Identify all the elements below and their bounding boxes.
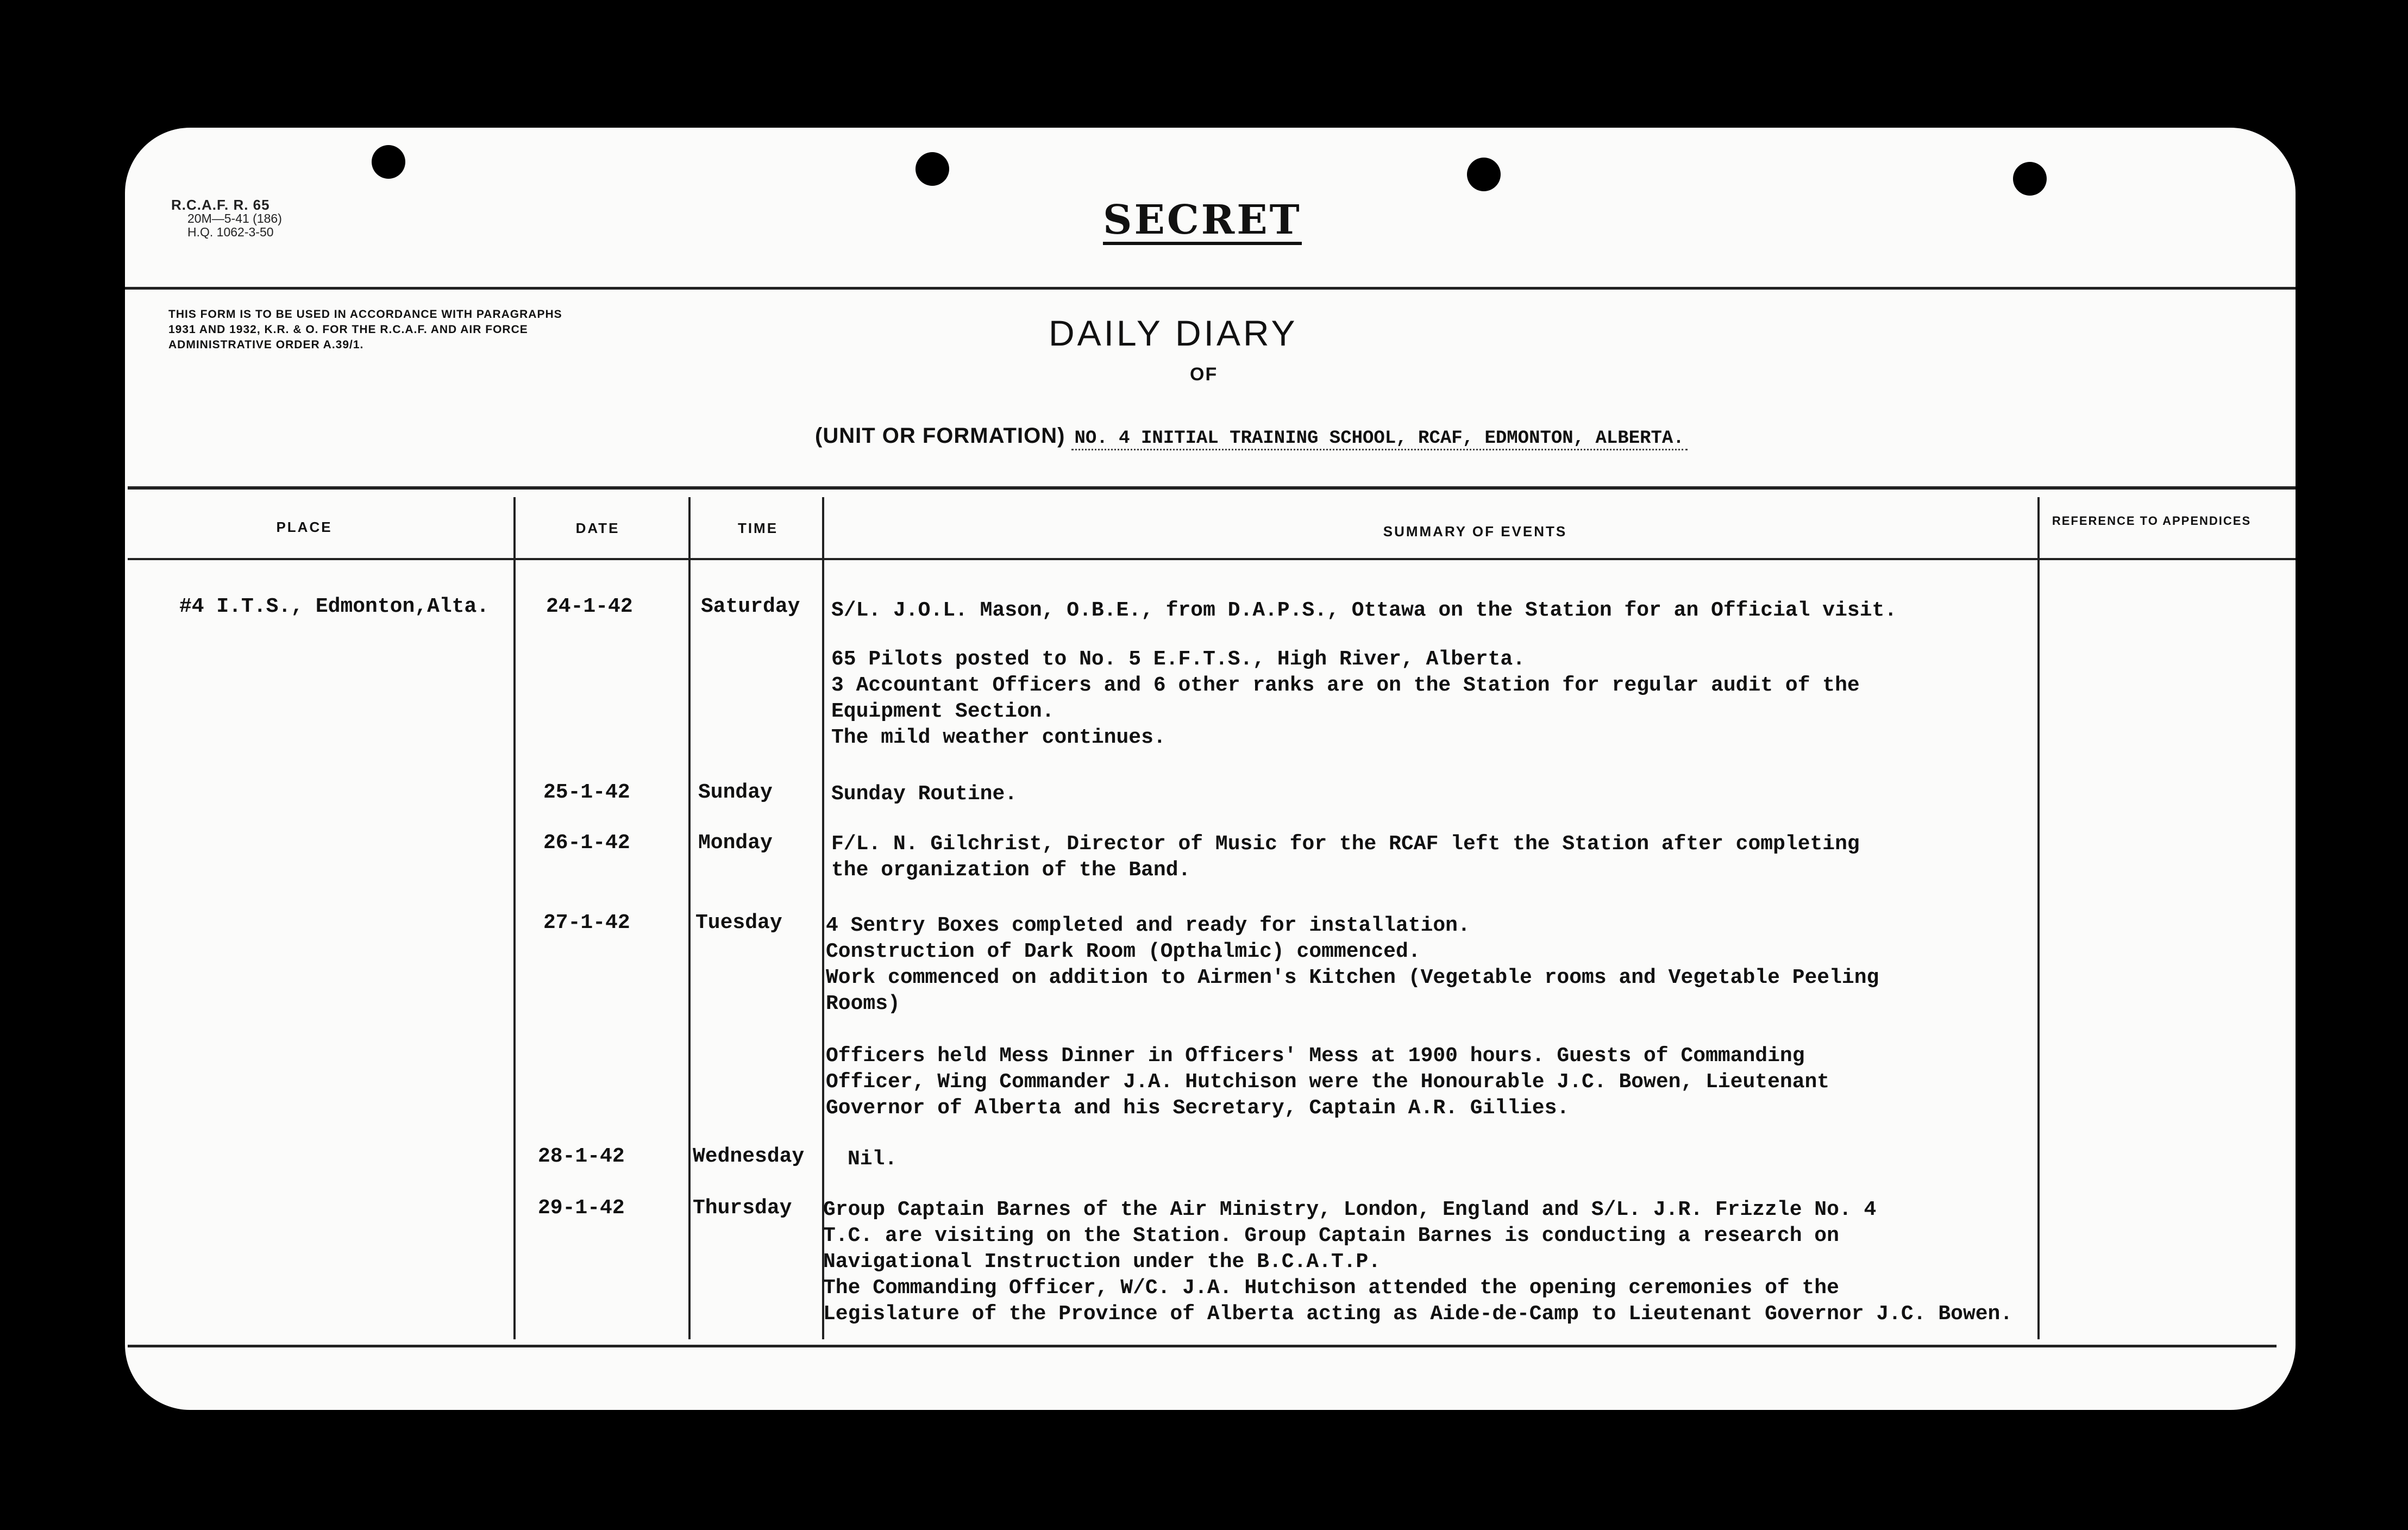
table-bottom-rule: [128, 1345, 2277, 1347]
entry-summary: Nil.: [848, 1148, 898, 1171]
table-header-rule: [128, 558, 2296, 560]
entry-date: 29-1-42: [538, 1196, 625, 1220]
entry-date: 28-1-42: [538, 1145, 625, 1168]
column-header-date: DATE: [575, 520, 620, 536]
column-header-place: PLACE: [276, 519, 333, 535]
column-header-reference: REFERENCE TO APPENDICES: [2052, 514, 2252, 528]
divider-place-date: [513, 497, 516, 1339]
entry-time: Wednesday: [693, 1145, 805, 1168]
column-header-time: TIME: [737, 520, 779, 536]
classification-heading: SECRET: [1103, 198, 1302, 245]
entry-time: Monday: [698, 831, 773, 855]
entry-date: 27-1-42: [543, 911, 630, 935]
entry-time: Tuesday: [695, 911, 782, 935]
entry-summary: F/L. N. Gilchrist, Director of Music for the RCAF left the Station after completing the organization of the Band.: [831, 832, 1860, 882]
divider-summary-reference: [2037, 497, 2040, 1339]
entry-date: 25-1-42: [543, 781, 630, 804]
unit-value: NO. 4 INITIAL TRAINING SCHOOL, RCAF, EDMONTON, ALBERTA.: [1071, 428, 1688, 450]
column-header-summary: SUMMARY OF EVENTS: [1383, 523, 1567, 540]
entry-summary: S/L. J.O.L. Mason, O.B.E., from D.A.P.S., Ottawa on the Station for an Official visit.: [831, 599, 1897, 622]
form-code-block: [171, 198, 282, 239]
punch-hole-4: [2013, 162, 2047, 196]
punch-hole-3: [1467, 158, 1501, 191]
header-rule: [125, 287, 2296, 290]
divider-date-time: [688, 497, 691, 1339]
punch-hole-1: [372, 145, 405, 179]
table-top-rule: [128, 486, 2296, 490]
punch-hole-2: [915, 152, 949, 186]
form-instructions: THIS FORM IS TO BE USED IN ACCORDANCE WITH PARAGRAPHS 1931 AND 1932, K.R. & O. FOR THE R.C.A.F. AND AIR FORCE ADMINISTRATIVE ORDER A.39/1.: [168, 308, 562, 351]
diary-title-of: OF: [1190, 364, 1218, 385]
entry-summary: 65 Pilots posted to No. 5 E.F.T.S., High River, Alberta. 3 Accountant Officers and 6 other ranks are on the Station for regular audit of the Equipment Section. The mild weather continues.: [831, 648, 1860, 749]
diary-form-card: [125, 128, 2296, 1410]
entry-summary: Group Captain Barnes of the Air Ministry, London, England and S/L. J.R. Frizzle No. 4 T.C. are visiting on the Station. Group Captain Barnes is conducting a research on Navigational Instruction under the B.C.A.T.P. The Commanding Officer, W/C. J.A. Hutchison attended the opening ceremonies of the Legislature of the Province of Alberta acting as Aide-de-Camp to Lieutenant Governor J.C. Bowen.: [823, 1198, 2013, 1326]
entry-summary: Sunday Routine.: [831, 782, 1018, 806]
entry-time: Saturday: [701, 595, 800, 618]
entry-summary: Officers held Mess Dinner in Officers' Mess at 1900 hours. Guests of Commanding Officer, Wing Commander J.A. Hutchison were the Honourable J.C. Bowen, Lieutenant Governor of Alberta and his Secretary, Captain A.R. Gillies.: [826, 1044, 1830, 1120]
place-cell: #4 I.T.S., Edmonton,Alta.: [179, 595, 490, 618]
form-print-line-1: 20M—5-41 (186): [187, 211, 282, 225]
unit-line: [815, 424, 1688, 449]
entry-time: Thursday: [693, 1196, 792, 1220]
entry-summary: 4 Sentry Boxes completed and ready for installation. Construction of Dark Room (Opthalmic) commenced. Work commenced on addition to Airmen's Kitchen (Vegetable rooms and Vegetable Peeling Rooms): [826, 914, 1879, 1015]
entry-date: 26-1-42: [543, 831, 630, 855]
entry-date: 24-1-42: [546, 595, 633, 618]
form-print-line-2: H.Q. 1062-3-50: [187, 225, 274, 239]
unit-label: (UNIT OR FORMATION): [815, 424, 1065, 448]
form-code: R.C.A.F. R. 65: [171, 197, 270, 213]
diary-title: DAILY DIARY: [1049, 313, 1298, 353]
entry-time: Sunday: [698, 781, 773, 804]
